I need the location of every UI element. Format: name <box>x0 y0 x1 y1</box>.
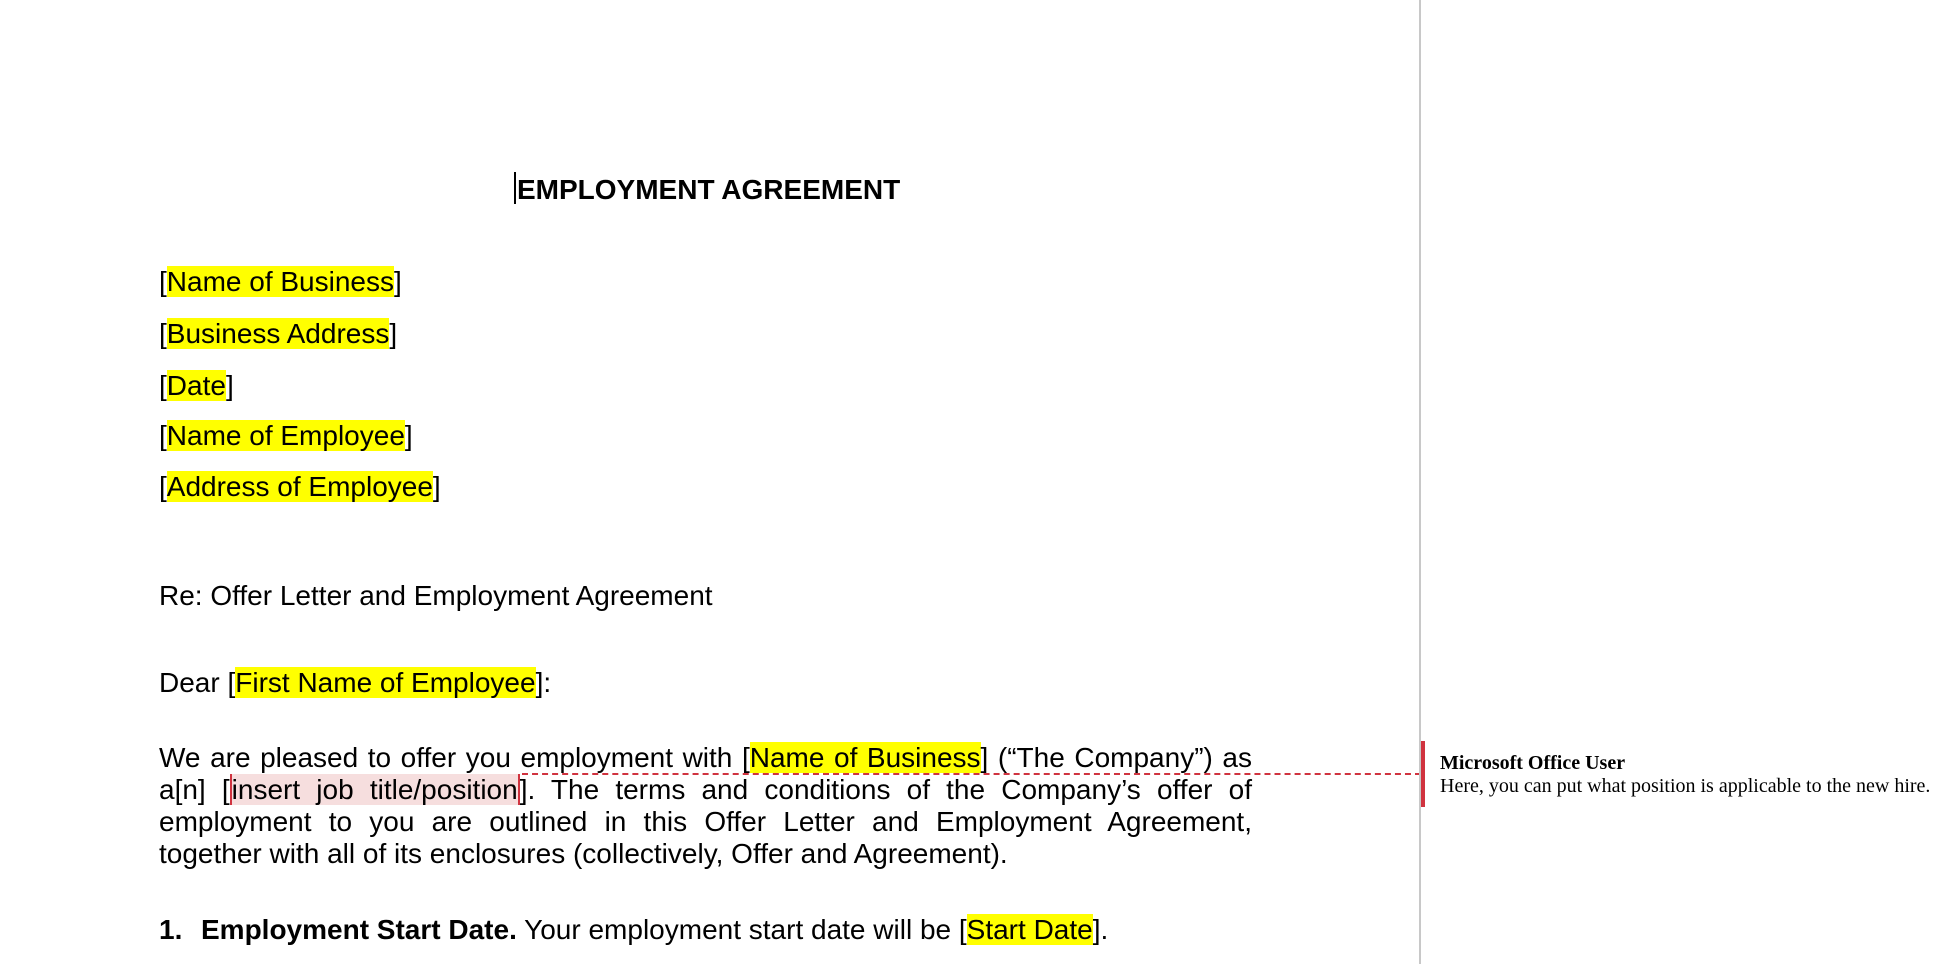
intro-paragraph <box>159 742 1252 870</box>
paragraph-line: employment to you are outlined in this Offer Letter and Employment Agreement, <box>159 806 1252 837</box>
comment-text[interactable]: Here, you can put what position is applicable to the new hire. <box>1440 775 1931 797</box>
address-line-employee-name: [Name of Employee] <box>159 420 413 451</box>
address-line-business-address: [Business Address] <box>159 318 398 349</box>
paragraph-line: a[n] [insert job title/position]. The terms and conditions of the Company’s offer of <box>159 774 1252 805</box>
comments-margin-pane <box>1419 0 1960 964</box>
text-cursor <box>514 172 516 204</box>
placeholder-field[interactable]: Address of Employee <box>166 471 433 502</box>
comment-connector-line <box>522 773 1421 775</box>
placeholder-field[interactable]: Name of Business <box>166 266 394 297</box>
address-line-business-name: [Name of Business] <box>159 266 402 297</box>
section-heading: Employment Start Date. <box>201 914 517 945</box>
placeholder-field[interactable]: First Name of Employee <box>235 667 536 698</box>
re-line: Re: Offer Letter and Employment Agreement <box>159 580 713 611</box>
commented-text-range[interactable]: insert job title/position <box>231 774 518 805</box>
placeholder-field[interactable]: Name of Employee <box>166 420 405 451</box>
placeholder-field[interactable]: Start Date <box>966 914 1093 945</box>
placeholder-field[interactable]: Name of Business <box>749 742 981 773</box>
section-number: 1. <box>159 914 183 945</box>
paragraph-line: together with all of its enclosures (collectively, Offer and Agreement). <box>159 838 1008 869</box>
placeholder-field[interactable]: Business Address <box>166 318 390 349</box>
salutation: Dear [First Name of Employee]: <box>159 667 552 698</box>
comment-accent-bar <box>1421 741 1425 807</box>
comment-author[interactable]: Microsoft Office User <box>1440 752 1626 774</box>
section-1: 1. Employment Start Date. Your employment start date will be [Start Date]. <box>159 914 1109 945</box>
address-line-employee-address: [Address of Employee] <box>159 471 441 502</box>
paragraph-line: We are pleased to offer you employment with [Name of Business] (“The Company”) as <box>159 742 1252 773</box>
document-title: EMPLOYMENT AGREEMENT <box>514 172 900 206</box>
placeholder-field[interactable]: Date <box>166 370 226 401</box>
address-line-date: [Date] <box>159 370 234 401</box>
